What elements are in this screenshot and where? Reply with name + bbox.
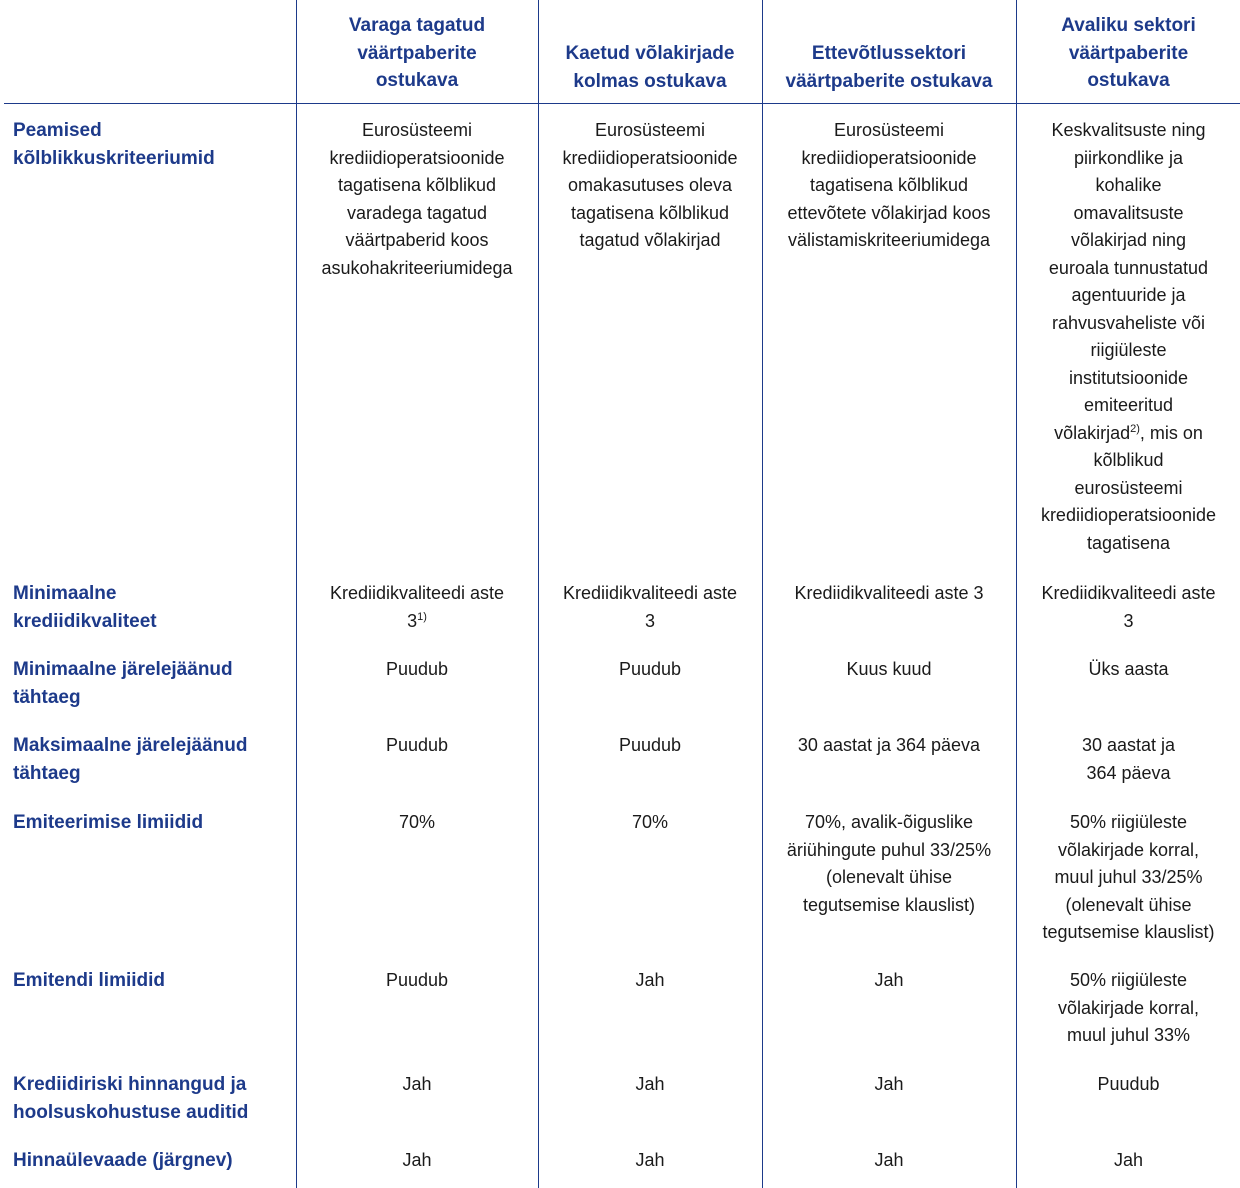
table-cell <box>763 580 1015 608</box>
cell-line: omakasutuses oleva <box>567 175 733 195</box>
cell-line: asukohakriteeriumidega <box>321 257 513 278</box>
cell-line: Minimaalne <box>13 583 117 604</box>
cell-line: ostukava <box>375 70 459 91</box>
cell-line: Keskvalitsuste ning <box>1051 120 1206 140</box>
table-cell <box>763 809 1015 919</box>
cell-line: tagatisena kõlblikud <box>337 175 497 195</box>
cell-line: välistamiskriteeriumidega <box>787 230 991 250</box>
cell-line: Krediidiriski hinnangud ja <box>13 1074 247 1095</box>
table-cell <box>763 967 1015 995</box>
table-cell <box>297 809 537 837</box>
cell-line: Jah <box>874 1150 904 1170</box>
cell-line: Eurosüsteemi <box>594 120 706 140</box>
cell-line: Jah <box>402 1074 432 1094</box>
table-cell <box>763 656 1015 684</box>
cell-line: omavalitsuste <box>1073 202 1184 223</box>
cell-line: väärtpaberid koos <box>345 230 489 250</box>
header-divider <box>4 103 1240 104</box>
table-cell <box>539 732 761 760</box>
cell-line: krediidikvaliteet <box>13 610 157 632</box>
footnote-ref: 2) <box>1130 422 1140 435</box>
cell-line: Ettevõtlussektori <box>811 43 967 64</box>
cell-line: võlakirjade korral, <box>1057 839 1200 860</box>
cell-line: Jah <box>402 1150 432 1170</box>
cell-line: võlakirjad$^{2)}$, mis on <box>1054 422 1203 443</box>
cell-line: Krediidikvaliteedi aste <box>1041 583 1216 603</box>
cell-line: 70% <box>398 812 436 832</box>
cell-line: kolmas ostukava <box>573 70 727 92</box>
cell-line: Krediidikvaliteedi aste <box>329 583 505 603</box>
cell-line: Emitendi limiidid <box>13 970 166 991</box>
table-cell <box>297 580 537 635</box>
cell-line: Puudub <box>385 970 449 990</box>
cell-line: Jah <box>635 1150 665 1170</box>
table-cell <box>539 967 761 995</box>
cell-line: 50% riigiüleste <box>1069 970 1188 990</box>
table-cell <box>539 117 761 255</box>
cell-line: Emiteerimise limiidid <box>13 812 204 833</box>
table-cell <box>297 967 537 995</box>
cell-line: kõlblikkuskriteeriumid <box>13 147 215 169</box>
cell-line: varadega tagatud <box>346 202 488 223</box>
cell-line: eurosüsteemi <box>1074 477 1183 498</box>
cell-line: euroala tunnustatud <box>1048 257 1209 278</box>
cell-line: ettevõtete võlakirjad koos <box>787 202 991 223</box>
cell-line: krediidioperatsioonide <box>562 147 738 168</box>
cell-line: tegutsemise klauslist) <box>802 894 976 915</box>
cell-line: Hinnaülevaade (järgnev) <box>13 1150 233 1171</box>
table-cell <box>297 117 537 282</box>
cell-line: tähtaeg <box>13 686 81 708</box>
column-header <box>297 12 537 95</box>
row-label <box>13 1147 233 1175</box>
cell-line: Jah <box>1113 1150 1144 1170</box>
column-header <box>1017 12 1240 95</box>
cell-line: 364 päeva <box>1086 762 1171 783</box>
cell-line: riigiüleste <box>1090 340 1167 360</box>
table-cell <box>297 656 537 684</box>
cell-line: äriühingute puhul 33/25% <box>786 839 992 860</box>
cell-line: krediidioperatsioonide <box>801 147 977 168</box>
cell-line: Varaga tagatud <box>348 15 486 36</box>
table-cell <box>539 1147 761 1175</box>
cell-line: Maksimaalne järelejäänud <box>13 735 248 756</box>
cell-line: Minimaalne järelejäänud <box>13 659 233 680</box>
cell-line: Jah <box>635 970 665 990</box>
cell-line: 70%, avalik-õiguslike <box>804 812 974 832</box>
cell-line: väärtpaberite <box>357 42 477 64</box>
cell-line: 30 aastat ja 364 päeva <box>797 735 981 755</box>
row-label <box>13 580 157 635</box>
cell-line: 70% <box>631 812 669 832</box>
cell-line: (olenevalt ühise <box>1065 894 1192 915</box>
cell-line: Krediidikvaliteedi aste 3 <box>794 583 984 603</box>
table-cell <box>1017 1071 1240 1099</box>
cell-line: 50% riigiüleste <box>1069 812 1188 832</box>
cell-line: piirkondlike ja <box>1073 147 1184 168</box>
cell-line: 3$^{1)}$ <box>407 610 427 631</box>
cell-line: ostukava <box>1087 70 1170 91</box>
cell-line: väärtpaberite ostukava <box>785 70 993 92</box>
cell-line: 3 <box>1123 610 1134 631</box>
cell-line: muul juhul 33% <box>1066 1025 1191 1045</box>
cell-line: muul juhul 33/25% <box>1054 867 1203 887</box>
table-cell <box>1017 656 1240 684</box>
table-cell <box>1017 580 1240 635</box>
cell-line: tagatud võlakirjad <box>579 230 721 250</box>
table-cell <box>539 809 761 837</box>
cell-line: rahvusvaheliste või <box>1051 312 1206 333</box>
cell-line: väärtpaberite <box>1068 42 1189 64</box>
cell-line: tähtaeg <box>13 762 81 784</box>
row-label <box>13 117 215 172</box>
cell-line: Krediidikvaliteedi aste <box>562 583 738 603</box>
cell-line: Puudub <box>385 735 449 755</box>
cell-line: agentuuride ja <box>1071 285 1186 305</box>
cell-line: 3 <box>644 610 655 631</box>
cell-line: (olenevalt ühise <box>825 867 953 887</box>
column-header <box>539 40 761 95</box>
table-cell <box>763 732 1015 760</box>
cell-line: Kaetud võlakirjade <box>565 43 735 64</box>
cell-line: Kuus kuud <box>846 659 932 679</box>
row-label <box>13 1071 248 1126</box>
table-cell <box>763 117 1015 255</box>
cell-line: Jah <box>635 1074 665 1094</box>
table-cell <box>539 1071 761 1099</box>
cell-line: krediidioperatsioonide <box>1040 505 1217 525</box>
table-cell <box>297 1147 537 1175</box>
table-cell <box>297 1071 537 1099</box>
cell-line: 30 aastat ja <box>1081 735 1176 755</box>
cell-line: Eurosüsteemi <box>361 120 473 140</box>
cell-line: Puudub <box>618 659 682 679</box>
cell-line: Jah <box>874 970 904 990</box>
cell-line: Puudub <box>1097 1074 1160 1094</box>
row-label <box>13 656 233 711</box>
footnote-ref: 1) <box>417 610 427 623</box>
table-cell <box>297 732 537 760</box>
table-cell <box>1017 732 1240 787</box>
table-cell <box>1017 809 1240 947</box>
cell-line: Üks aasta <box>1088 659 1169 679</box>
cell-line: Puudub <box>618 735 682 755</box>
cell-line: tagatisena kõlblikud <box>809 175 969 195</box>
cell-line: Eurosüsteemi <box>833 120 945 140</box>
column-header <box>763 40 1015 95</box>
cell-line: hoolsuskohustuse auditid <box>13 1101 249 1123</box>
table-cell <box>763 1071 1015 1099</box>
cell-line: tagatisena <box>1086 532 1171 553</box>
table-cell <box>1017 967 1240 1050</box>
table-cell <box>539 656 761 684</box>
cell-line: Jah <box>874 1074 904 1094</box>
cell-line: krediidioperatsioonide <box>329 147 505 168</box>
table-cell <box>539 580 761 635</box>
cell-line: tegutsemise klauslist) <box>1042 922 1215 942</box>
cell-line: Avaliku sektori <box>1061 15 1196 36</box>
row-label <box>13 732 247 787</box>
table-cell <box>1017 1147 1240 1175</box>
cell-line: võlakirjad ning <box>1070 230 1187 250</box>
cell-line: institutsioonide <box>1068 367 1189 388</box>
row-label <box>13 809 203 837</box>
cell-line: kohalike <box>1095 175 1162 195</box>
table-cell <box>1017 117 1240 557</box>
cell-line: emiteeritud <box>1083 395 1174 415</box>
cell-line: kõlblikud <box>1093 450 1164 470</box>
row-label <box>13 967 165 995</box>
table-cell <box>763 1147 1015 1175</box>
cell-line: Peamised <box>13 120 102 141</box>
cell-line: tagatisena kõlblikud <box>570 202 730 223</box>
cell-line: Puudub <box>385 659 449 679</box>
cell-line: võlakirjade korral, <box>1057 997 1200 1018</box>
